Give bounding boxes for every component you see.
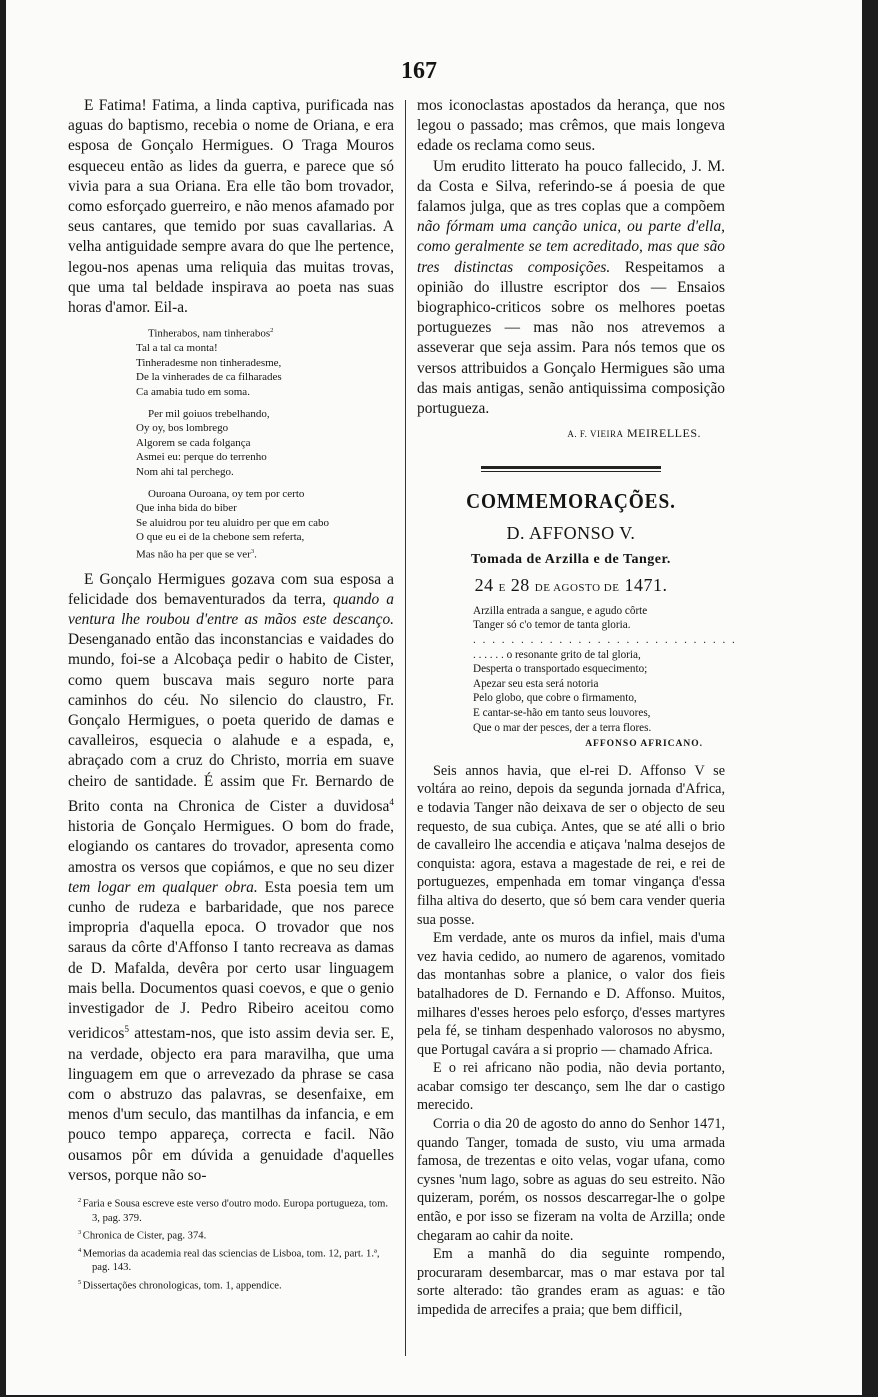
section-title: COMMEMORAÇÕES. bbox=[466, 489, 676, 514]
verse-end: . bbox=[254, 548, 257, 561]
right-column bbox=[417, 96, 737, 1320]
epigraph-line: Apezar seu esta será notoria bbox=[473, 677, 599, 690]
verse-text: O que eu ei de la chebone sem referta, bbox=[136, 531, 305, 544]
verse-line bbox=[136, 341, 394, 355]
epigraph-attribution: AFFONSO AFRICANO. bbox=[585, 739, 703, 750]
text-run: historia de Gonçalo Hermigues. O bom do frade, elogiando os cantares do trovador, apresenta como amostra os versos que copiámos, e que no seu dizer bbox=[68, 818, 394, 876]
verse-text: Oy oy, bos lombrego bbox=[136, 422, 229, 435]
footnote bbox=[78, 1244, 394, 1276]
verse-line bbox=[136, 407, 394, 421]
verse-line bbox=[136, 370, 394, 384]
epigraph-line: Tanger só c'o temor de tanta gloria. bbox=[473, 619, 631, 632]
left-paragraph-2 bbox=[68, 570, 394, 1186]
footnote-text: Faria e Sousa escreve este verso d'outro modo. Europa portugueza, tom. 3, pag. 379. bbox=[82, 1198, 388, 1224]
text-run: E Gonçalo Hermigues gozava com sua esposa a felicidade dos bemaventurados da terra, bbox=[68, 570, 394, 608]
verse-line bbox=[136, 465, 394, 479]
epigraph-line: Arzilla entrada a sangue, e agudo côrte bbox=[473, 604, 648, 617]
epigraph-line: Pelo globo, que cobre o firmamento, bbox=[473, 692, 637, 705]
right-body-paragraph: Em a manhã do dia seguinte rompendo, procuraram desembarcar, mas o mar estava por tal sorte alterado: tão grandes eram as aguas: e tão impedida de arrecifes a praia; que bem difficil, bbox=[417, 1246, 725, 1319]
italic-run: quando a ventura lhe roubou d'entre as mãos este descanço. bbox=[68, 590, 394, 629]
right-body-paragraph: Seis annos havia, que el-rei D. Affonso V se voltára ao reino, depois da segunda jornada d'Africa, e todavia Tanger não deixava de ser o objecto de seu requesto, de sua cubiça. Antes, que se até alli o brio de cavalleiro lhe accendia e atiçava 'nalma desejos de conquista: agora, estava a magestade de rei, e rei de portuguezes, empenhada em tomar vingança d'essa filha altiva do deserto, que só bem cara vender queria sua posse. bbox=[417, 762, 725, 928]
signature-initials: A. F. VIEIRA bbox=[567, 429, 624, 440]
right-paragraph-2 bbox=[417, 157, 725, 420]
text-run: attestam-nos, que isto assim devia ser. E, na verdade, objecto era para maravilha, que uma linguagem em que o arrevezado da phrase se casa com o abstruzo das palavras, se desenfaixe, em menos d'um seculo, das mantilhas da infancia, e em pouco tempo appareça, correcta e facil. Não ousamos pôr em dúvida a genuidade d'aquelles versos, porque não so- bbox=[68, 1025, 394, 1184]
epigraph bbox=[473, 604, 737, 752]
footnote-text: Dissertações chronologicas, tom. 1, appendice. bbox=[82, 1280, 282, 1292]
footnotes bbox=[68, 1194, 394, 1293]
right-body-paragraph: Corria o dia 20 de agosto do anno do Senhor 1471, quando Tanger, tomada de susto, viu uma armada famosa, de trezentas e oito velas, vogar ufana, como cysnes 'num lago, sobre as aguas do seu estreito. Não quizeram, porém, os nossos descarregar-lhe o golpe então, e por isso se fizeram na volta de Arzilla; onde chegaram ao cahir da noite. bbox=[417, 1116, 725, 1244]
verse-line bbox=[136, 487, 394, 501]
footnote-ref: 5 bbox=[124, 1024, 130, 1035]
left-paragraph-1: E Fatima! Fatima, a linda captiva, purificada nas aguas do baptismo, recebia o nome de Oriana, e era esposa de Gonçalo Hermigues. O Traga Mouros esqueceu então as lides da guerra, e parece que só vivia para a sua Oriana. Era elle tão bom trovador, como esforçado guerreiro, e não menos afamado por seus cantares, que temido por suas cavallarias. A velha antiguidade sempre avara do que lhe pertence, legou-nos apenas uma reliquia das muitas trovas, que uma tal beldade inspirava ao poeta nas suas horas d'amor. Eil-a. bbox=[68, 97, 394, 317]
date-month: DE AGOSTO DE bbox=[534, 581, 620, 594]
date-day-2: 28 bbox=[510, 574, 530, 595]
date-day-1: 24 bbox=[474, 574, 494, 595]
signature-name: MEIRELLES. bbox=[627, 426, 701, 441]
verse-text: Algorem se cada folgança bbox=[136, 436, 251, 449]
verse-line bbox=[136, 356, 394, 370]
verse-stanza bbox=[136, 407, 394, 479]
verse-text: Tinherabos, nam tinherabos bbox=[148, 327, 271, 340]
epigraph-line: E cantar-se-hão em tanto seus louvores, bbox=[473, 707, 651, 720]
footnote bbox=[78, 1226, 394, 1244]
verse-line bbox=[136, 436, 394, 450]
left-column bbox=[68, 96, 394, 1293]
subtitle: D. AFFONSO V. bbox=[506, 523, 636, 544]
section-rule-thin bbox=[481, 471, 661, 472]
date-year: 1471. bbox=[624, 574, 668, 595]
right-body-paragraph: E o rei africano não podia, não devia portanto, acabar comsigo ter descanço, sem lhe dar o castigo merecido. bbox=[417, 1060, 725, 1114]
footnote bbox=[78, 1276, 394, 1294]
column-divider bbox=[405, 100, 406, 1356]
text-run: Desenganado então das inconstancias e vaidades do mundo, foi-se a Alcobaça pedir o habito de Cister, como quem buscava mais seguro norte para caminhos do céu. No silencio do claustro, Fr. Gonçalo Hermigues, o poeta querido de damas e cavalleiros, esquecia o alahude e a espada, e, abraçado com a cruz do Christo, morria em suave cheiro de santidade. É assim que Fr. Bernardo de Brito conta na Chronica de Cister a duvidosa bbox=[68, 631, 394, 815]
verse-line bbox=[136, 501, 394, 515]
footnote-text: Memorias da academia real das sciencias de Lisboa, tom. 12, part. 1.ª, pag. 143. bbox=[82, 1248, 380, 1274]
verse-text: Ouroana Ouroana, oy tem por certo bbox=[148, 487, 305, 500]
right-body-paragraph: Em verdade, ante os muros da infiel, mais d'uma vez havia cedido, ao numero de agarenos, vomitado das montanhas sobre a planice, o valor dos fieis batalhadores de D. Fernando e D. Affonso. Muitos, milhares d'esses heroes pelo esforço, d'esses martyres pela fé, se tinham despenhado valorosos no abysmo, que Portugal cavára a si proprio — chamado Africa. bbox=[417, 930, 725, 1058]
signature bbox=[417, 423, 701, 444]
verse-text: Nom ahi tal perchego. bbox=[136, 465, 234, 478]
verse-line bbox=[136, 450, 394, 464]
verse-line bbox=[136, 324, 394, 341]
right-paragraph-1: mos iconoclastas apostados da herança, que nos legou o passado; mas crêmos, que mais longeva edade os reclama como seus. bbox=[417, 97, 725, 155]
section-rule-thick bbox=[481, 466, 661, 469]
verse-line bbox=[136, 516, 394, 530]
footnote-mark: 5 bbox=[78, 1278, 83, 1286]
footnote-text: Chronica de Cister, pag. 374. bbox=[82, 1230, 207, 1242]
verse-line bbox=[136, 530, 394, 544]
page-number: 167 bbox=[401, 58, 437, 84]
right-body bbox=[417, 762, 725, 1320]
page bbox=[6, 0, 862, 1395]
verse-line bbox=[136, 385, 394, 399]
footnote-mark: 3 bbox=[78, 1228, 83, 1236]
verse-line bbox=[136, 545, 394, 562]
text-run: Um erudito litterato ha pouco fallecido, J. M. da Costa e Silva, referindo-se á poesia de que falamos julga, que as tres coplas que a compõem bbox=[417, 157, 725, 216]
footnote-mark: 4 bbox=[78, 1246, 83, 1254]
verse-text: Que inha bida do biber bbox=[136, 502, 237, 515]
footnote-ref: 4 bbox=[389, 796, 394, 807]
subsubtitle: Tomada de Arzilla e de Tanger. bbox=[471, 552, 671, 568]
verse-text: Per mil goiuos trebelhando, bbox=[148, 407, 270, 420]
verse-text: Tinheradesme non tinheradesme, bbox=[136, 356, 282, 369]
verse-stanza bbox=[136, 487, 394, 562]
verse-stanza bbox=[136, 324, 394, 399]
epigraph-line: . . . . . . o resonante grito de tal gloria, bbox=[473, 648, 641, 661]
italic-run: não fórmam uma canção unica, ou parte d'ella, como geralmente se tem acreditado, mas que são tres distinctas composições. bbox=[417, 218, 725, 276]
verse-text: Tal a tal ca monta! bbox=[136, 342, 218, 355]
verse-text: Mas não ha per que se ver bbox=[136, 548, 251, 561]
footnote-ref: 2 bbox=[270, 327, 274, 335]
verse-text: Se aluidrou por teu aluidro per que em cabo bbox=[136, 516, 330, 529]
verse-line bbox=[136, 421, 394, 435]
epigraph-line: Desperta o transportado esquecimento; bbox=[473, 663, 648, 676]
date-conj: E bbox=[498, 581, 506, 594]
verse-text: Ca amabia tudo em soma. bbox=[136, 385, 250, 398]
verse-block bbox=[136, 324, 394, 561]
verse-text: Asmei eu: perque do terrenho bbox=[136, 451, 267, 464]
footnote bbox=[78, 1194, 394, 1226]
footnote-ref: 3 bbox=[250, 547, 255, 555]
verse-text: De la vinherades de ca filharades bbox=[136, 371, 282, 384]
dateline bbox=[417, 575, 725, 598]
epigraph-ellipsis: . . . . . . . . . . . . . . . . . . . . . . . . . . . . bbox=[473, 634, 737, 647]
text-run: Esta poesia tem um cunho de rudeza e barbaridade, que nos parece impropria d'aquella epoca. O trovador que nos saraus da côrte d'Affonso I tanto recreava as damas de D. Mafalda, devêra por certo usar linguagem mais bella. Documentos quasi coevos, e que o genio investigador de J. Pedro Ribeiro aceitou como veridicos bbox=[68, 878, 395, 1043]
italic-run: tem logar em qualquer obra. bbox=[68, 878, 258, 896]
epigraph-line: Que o mar der pesces, der a terra flores. bbox=[473, 721, 652, 734]
text-run: Respeitamos a opinião do illustre escriptor dos — Ensaios biographico-criticos sobre os melhores poetas portuguezes — mas não nos atrevemos a asseverar que seja assim. Para nós temos que os versos attribuidos a Gonçalo Hermigues são uma das mais antigas, senão antiquissima composição portugueza. bbox=[417, 258, 725, 418]
footnote-mark: 2 bbox=[78, 1196, 83, 1204]
